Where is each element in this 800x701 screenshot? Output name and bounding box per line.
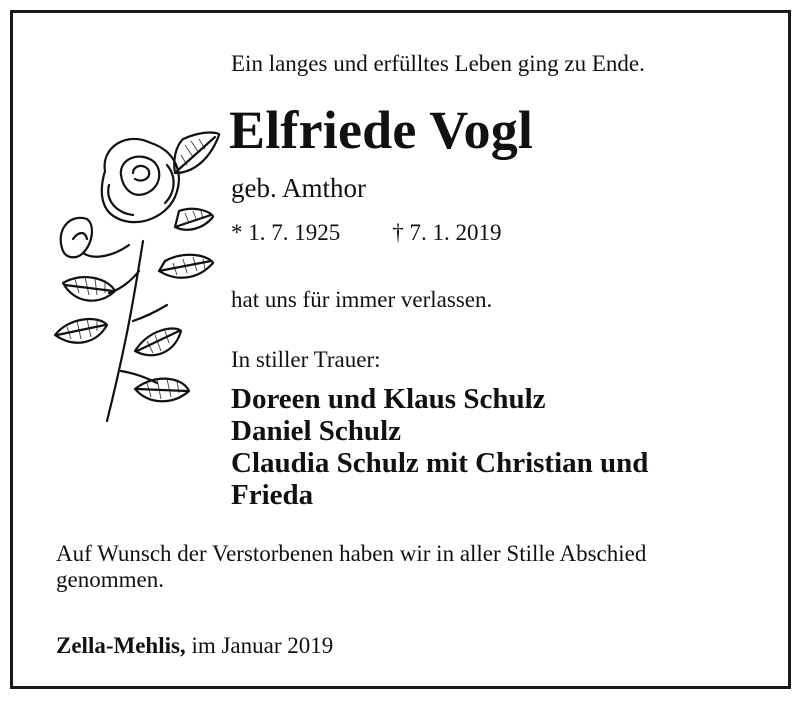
mourner-line: Frieda — [231, 479, 314, 511]
birth-name: geb. Amthor — [231, 173, 366, 203]
mourning-label: In stiller Trauer: — [231, 347, 381, 372]
rose-icon — [35, 121, 225, 431]
left-message: hat uns für immer verlassen. — [231, 287, 493, 312]
obituary-content — [13, 13, 788, 686]
intro-text: Ein langes und erfülltes Leben ging zu Ende. — [231, 51, 645, 76]
mourners-list — [231, 383, 648, 511]
farewell-note: Auf Wunsch der Verstorbenen haben wir in aller Stille Abschied genommen. — [56, 541, 647, 592]
place-date-line — [56, 633, 333, 659]
birth-date: * 1. 7. 1925 — [231, 220, 341, 245]
mourner-line: Claudia Schulz mit Christian und — [231, 447, 649, 479]
deceased-name: Elfriede Vogl — [229, 100, 534, 160]
obituary-frame — [10, 10, 791, 689]
mourner-line: Doreen und Klaus Schulz — [231, 383, 546, 415]
place-name: Zella-Mehlis, — [56, 633, 186, 658]
death-date: † 7. 1. 2019 — [392, 220, 502, 245]
place-date: im Januar 2019 — [191, 633, 334, 658]
life-dates — [231, 220, 502, 246]
mourner-line: Daniel Schulz — [231, 415, 401, 447]
